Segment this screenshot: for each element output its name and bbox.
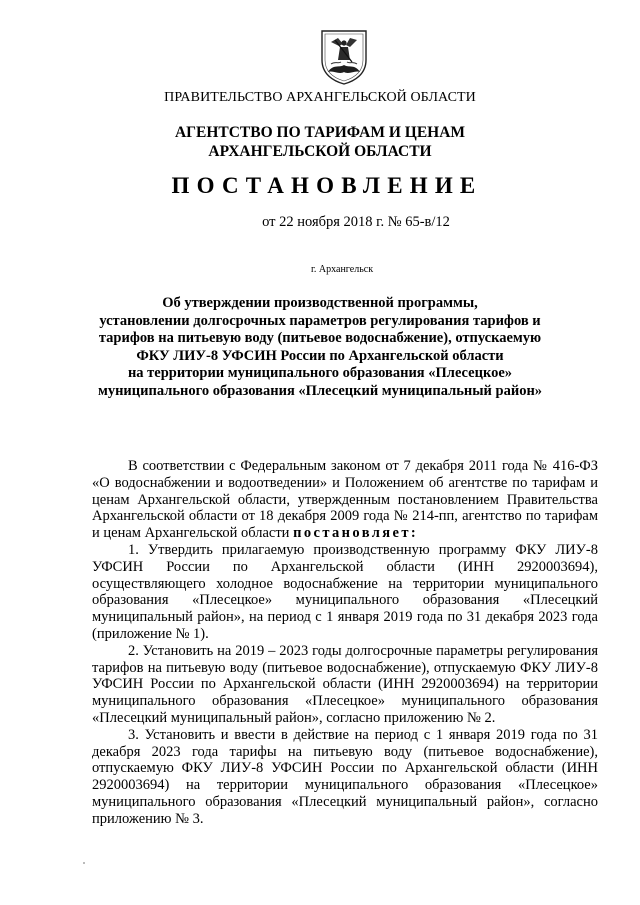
- arkhangelsk-coat-of-arms-icon: [319, 28, 369, 86]
- preamble-paragraph: [92, 458, 598, 542]
- subject-line: ФКУ ЛИУ-8 УФСИН России по Архангельской области: [136, 347, 504, 364]
- agency-name-line1: АГЕНТСТВО ПО ТАРИФАМ И ЦЕНАМ: [174, 124, 466, 141]
- decree-item-2: 2. Установить на 2019 – 2023 годы долгосрочные параметры регулирования тарифов на питьевую воду (питьевое водоснабжение), отпускаемую ФКУ ЛИУ-8 УФСИН России по Архангельской области (ИНН 2920003694) на территории муниципального образования «Плесецкое» муниципального образования «Плесецкий муниципальный район», согласно приложению № 2.: [92, 642, 598, 726]
- subject-line: муниципального образования «Плесецкий муниципальный район»: [97, 382, 543, 399]
- subject-line: Об утверждении производственной программы,: [162, 295, 478, 311]
- document-subject: [0, 295, 640, 400]
- decree-item-3: 3. Установить и ввести в действие на период с 1 января 2019 года по 31 декабря 2023 года тарифы на питьевую воду (питьевое водоснабжение), отпускаемую ФКУ ЛИУ-8 УФСИН России по Архангельской области (ИНН 2920003694) на территории муниципального образования «Плесецкое» муниципального образования «Плесецкий муниципальный район», согласно приложению № 3.: [92, 726, 598, 827]
- preamble-text: В соответствии с Федеральным законом от 7 декабря 2011 года № 416-ФЗ «О водоснабжении и водоотведении» и Положением об агентстве по тарифам и ценам Архангельской области, утвержденным постановлением Правительства Архангельской области от 18 декабря 2009 года № 214-пп, агентство по тарифам и ценам Архангельской области: [92, 458, 598, 542]
- document-type-title: ПОСТАНОВЛЕНИЕ: [171, 173, 483, 198]
- agency-name-line2: АРХАНГЕЛЬСКОЙ ОБЛАСТИ: [208, 143, 432, 160]
- scan-dot: [83, 862, 85, 864]
- subject-line: установлении долгосрочных параметров регулирования тарифов и: [99, 312, 541, 329]
- agency-name: [0, 123, 640, 161]
- government-name: ПРАВИТЕЛЬСТВО АРХАНГЕЛЬСКОЙ ОБЛАСТИ: [164, 90, 476, 105]
- document-body: [92, 458, 598, 828]
- decree-word: постановляет:: [293, 525, 419, 542]
- subject-line: тарифов на питьевую воду (питьевое водоснабжение), отпускаемую: [98, 330, 542, 346]
- document-city: г. Архангельск: [310, 264, 374, 275]
- decree-item-1: 1. Утвердить прилагаемую производственную программу ФКУ ЛИУ-8 УФСИН России по Архангельской области (ИНН 2920003694), осуществляющего холодное водоснабжение на территории муниципального образования «Плесецкое» муниципального образования «Плесецкий муниципальный район», на период с 1 января 2019 года по 31 декабря 2023 года (приложение № 1).: [92, 541, 598, 642]
- document-date-number: от 22 ноября 2018 г. № 65-в/12: [262, 214, 450, 230]
- subject-line: на территории муниципального образования «Плесецкое»: [127, 365, 513, 381]
